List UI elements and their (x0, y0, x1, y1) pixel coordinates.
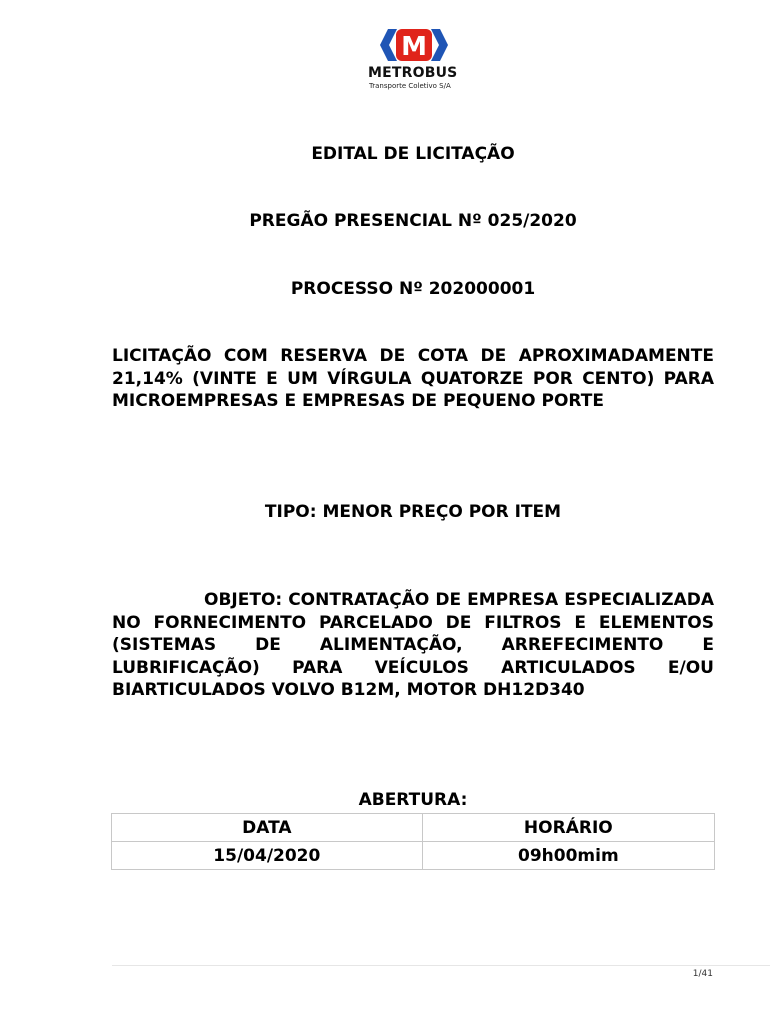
horario-value: 09h00mim (422, 842, 714, 870)
abertura-table (111, 813, 715, 870)
footer-divider (112, 965, 770, 966)
table-header-row (112, 814, 715, 842)
logo-letter: M (401, 32, 427, 62)
metrobus-emblem-icon (378, 26, 450, 64)
objeto-paragraph: OBJETO: CONTRATAÇÃO DE EMPRESA ESPECIALIZADA NO FORNECIMENTO PARCELADO DE FILTROS E ELEMENTOS (SISTEMAS DE ALIMENTAÇÃO, ARREFECIMENTO E LUBRIFICAÇÃO) PARA VEÍCULOS ARTICULADOS E/OU BIARTICULADOS VOLVO B12M, MOTOR DH12D340 (112, 590, 714, 701)
page-number: 1/41 (692, 969, 713, 979)
data-value: 15/04/2020 (112, 842, 423, 870)
processo-title: PROCESSO Nº 202000001 (290, 279, 536, 299)
table-row (112, 842, 715, 870)
metrobus-logo (360, 26, 470, 92)
licitacao-paragraph: LICITAÇÃO COM RESERVA DE COTA DE APROXIMADAMENTE 21,14% (VINTE E UM VÍRGULA QUATORZE POR CENTO) PARA MICROEMPRESAS E EMPRESAS DE PEQUENO PORTE (112, 346, 714, 412)
abertura-label: ABERTURA: (358, 790, 468, 810)
edital-title: EDITAL DE LICITAÇÃO (311, 144, 515, 164)
tipo-line: TIPO: MENOR PREÇO POR ITEM (264, 502, 562, 522)
logo-name: METROBUS (368, 65, 458, 81)
pregao-title: PREGÃO PRESENCIAL Nº 025/2020 (249, 211, 577, 231)
data-header: DATA (112, 814, 423, 842)
logo-subtitle: Transporte Coletivo S/A (369, 82, 451, 90)
horario-header: HORÁRIO (422, 814, 714, 842)
